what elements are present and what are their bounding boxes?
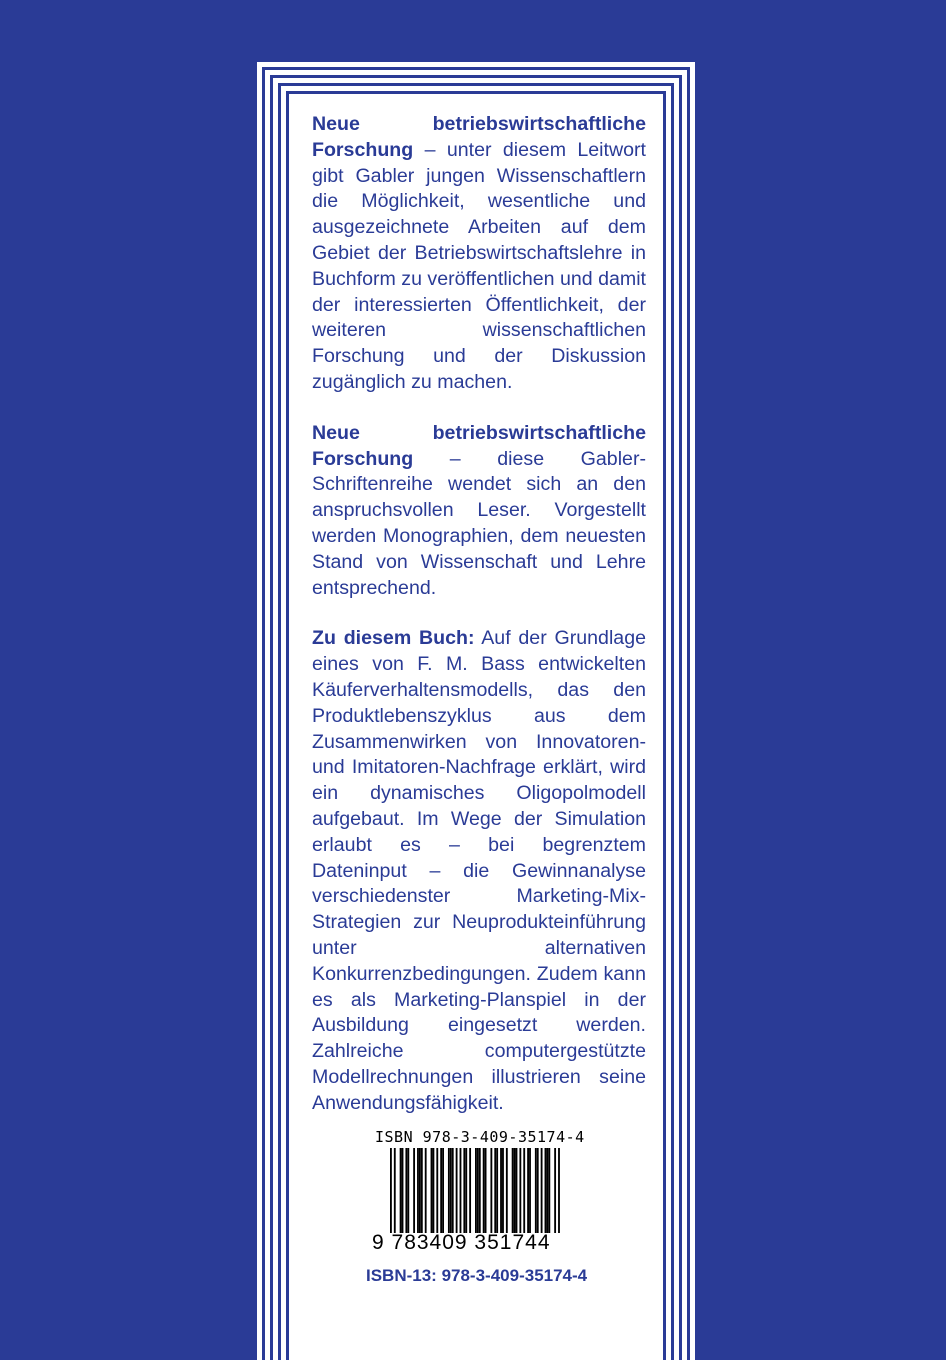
blurb-text <box>312 112 646 1141</box>
barcode-bar <box>465 1148 467 1233</box>
barcode-bar <box>483 1148 485 1233</box>
barcode-bar <box>475 1148 477 1233</box>
barcode-bar <box>558 1148 560 1233</box>
barcode-bar <box>390 1148 392 1233</box>
barcode-bar <box>494 1148 496 1233</box>
isbn-label: ISBN 978-3-409-35174-4 <box>375 1128 585 1146</box>
barcode-bar <box>502 1148 504 1233</box>
barcode-bar <box>535 1148 537 1233</box>
series-lead: Neue betriebswirtschaftliche Forschung <box>312 421 646 470</box>
barcode-bar <box>529 1148 531 1233</box>
barcode-bar <box>407 1148 409 1233</box>
series-body: – unter diesem Leitwort gibt Gabler jungen Wissenschaftlern die Möglichkeit, wesentliche und ausgezeichnete Arbeiten auf dem Gebiet der Betriebswirtschaftslehre in Buchform zu veröffentlichen und damit der interessierten Öffentlichkeit, der weiteren wissenschaftlichen Forschung und der Diskussion zugänglich zu machen. <box>312 138 647 393</box>
barcode-block <box>372 1128 592 1255</box>
barcode-bar <box>431 1148 433 1233</box>
series-lead: Neue betriebswirtschaftliche Forschung <box>312 113 646 161</box>
barcode-bar <box>469 1148 471 1233</box>
barcode-bar <box>496 1148 498 1233</box>
barcode-bar <box>500 1148 502 1233</box>
barcode-bar <box>400 1148 402 1233</box>
barcode-bar <box>485 1148 487 1233</box>
barcode-bar <box>421 1148 423 1233</box>
barcode-bar <box>440 1148 442 1233</box>
barcode-bar <box>545 1148 547 1233</box>
barcode-bar <box>463 1148 465 1233</box>
barcode-bar <box>425 1148 427 1233</box>
barcode-bar <box>519 1148 521 1233</box>
barcode-bar <box>514 1148 516 1233</box>
book-lead: Zu diesem Buch: <box>312 627 475 650</box>
barcode-bar <box>402 1148 404 1233</box>
barcode-bar <box>417 1148 419 1233</box>
series-audience-body: – diese Gabler-Schriftenreihe wendet sich an den anspruchsvollen Leser. Vorgestellt werden Monographien, dem neuesten Stand von Wissenschaft und Lehre entsprechend. <box>312 447 646 599</box>
book-description-body: Auf der Grundlage eines von F. M. Bass entwickelten Käuferverhaltensmodells, das den Produktlebenszyklus aus dem Zusammenwirken von Innovatoren- und Imitatoren-Nachfrage erklärt, wird ein dynamisches Oligopolmodell aufgebaut. Im Wege der Simulation erlaubt es – bei begrenztem Dateninput – die Gewinnanalyse verschiedenster Marketing-Mix-Strategien zur Neuprodukteinführung unter alternativen Konkurrenzbedingungen. Zudem kann es als Marketing-Planspiel in der Ausbildung eingesetzt werden. Zahlreiche computergestützte Modellrechnungen illustrieren seine Anwendungsfähigkeit. <box>312 627 646 1114</box>
ean-number: 9 783409 351744 <box>372 1231 551 1254</box>
barcode-bar <box>448 1148 450 1233</box>
barcode-bar <box>537 1148 539 1233</box>
barcode-bar <box>419 1148 421 1233</box>
barcode-bar <box>506 1148 508 1233</box>
barcode-bar <box>433 1148 435 1233</box>
barcode-bar <box>413 1148 415 1233</box>
barcode-bar <box>436 1148 438 1233</box>
barcode-bar <box>460 1148 462 1233</box>
series-paragraph <box>312 112 646 396</box>
barcode-bar <box>516 1148 518 1233</box>
barcode-bar <box>405 1148 407 1233</box>
barcode-bar <box>442 1148 444 1233</box>
barcode-bar <box>523 1148 525 1233</box>
book-description-paragraph <box>312 626 646 1116</box>
barcode-bars <box>390 1148 560 1233</box>
barcode-bar <box>527 1148 529 1233</box>
barcode-bar <box>450 1148 452 1233</box>
barcode-bar <box>546 1148 548 1233</box>
barcode-bar <box>512 1148 514 1233</box>
barcode-bar <box>479 1148 481 1233</box>
barcode-bar <box>477 1148 479 1233</box>
barcode-bar <box>452 1148 454 1233</box>
barcode-bar <box>548 1148 550 1233</box>
series-audience-paragraph <box>312 421 646 602</box>
barcode-bar <box>394 1148 396 1233</box>
isbn13-label: ISBN-13: 978-3-409-35174-4 <box>366 1266 588 1285</box>
barcode-bar <box>541 1148 543 1233</box>
barcode-bar <box>490 1148 492 1233</box>
barcode-bar <box>554 1148 556 1233</box>
barcode-bar <box>456 1148 458 1233</box>
